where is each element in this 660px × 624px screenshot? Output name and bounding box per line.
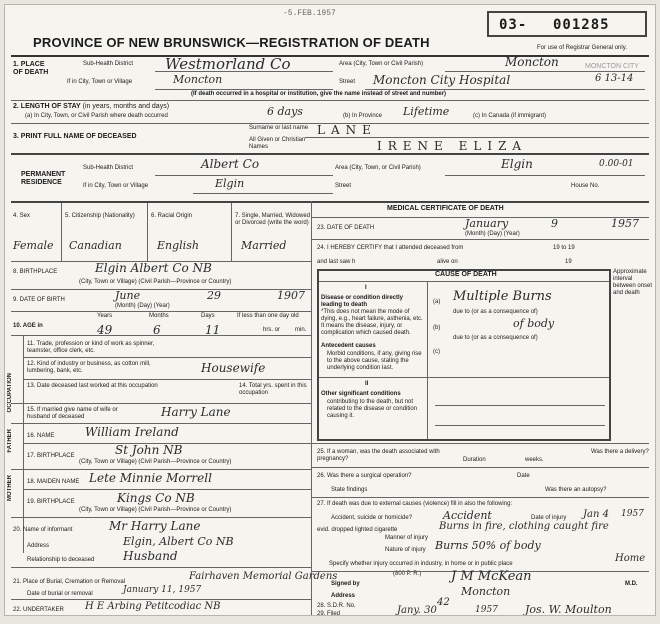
alive-19: 19 [565, 259, 572, 265]
res-subdistrict: Albert Co [201, 157, 260, 171]
divider [11, 153, 649, 155]
divider [155, 71, 333, 72]
cause-a-value: Multiple Burns [453, 289, 552, 304]
permanent-residence-label: PERMANENT RESIDENCE [21, 171, 66, 186]
dob-day: 29 [207, 289, 221, 302]
marital-value: Married [241, 239, 287, 252]
dod-sub: (Month) (Day) (Year) [465, 231, 520, 237]
stay-province-value: Lifetime [403, 105, 450, 118]
divider [427, 281, 428, 439]
full-name-label: 3. PRINT FULL NAME OF DECEASED [13, 133, 137, 140]
manner-label: Manner of injury [385, 535, 429, 541]
antecedent-label: Antecedent causes [321, 343, 376, 349]
res-area-label: Area (City, Town, or Civil Parish) [335, 165, 421, 171]
q25-label: 25. If a woman, was the death associated with pregnancy? [317, 449, 440, 462]
birthplace-sub: (City, Town or Village) (Civil Parish—Province or Country) [79, 279, 232, 285]
stay-province-label: (b) In Province [343, 113, 383, 119]
certificate-prefix: 03- [499, 17, 528, 33]
accident-value: Accident [443, 509, 492, 522]
divider [11, 423, 311, 424]
cause-b-letter: (b) [433, 325, 441, 331]
death-subdistrict: Westmorland Co [165, 55, 291, 73]
area-label: Area (City, Town or Civil Parish) [339, 61, 424, 67]
birthplace-value: Elgin Albert Co NB [95, 261, 212, 275]
age-years-label: Years [97, 313, 113, 319]
sdr-value: 42 [437, 597, 450, 608]
trade-label: 11. Trade, profession or kind of work as spinner, teamster, office clerk, etc. [27, 341, 155, 354]
house-no-label: House No. [571, 183, 600, 189]
dob-month: June [115, 289, 141, 302]
place-of-death-label: 1. PLACE OF DEATH [13, 61, 49, 76]
md-label: M.D. [625, 581, 638, 587]
death-area: Moncton [505, 55, 559, 69]
divider [11, 517, 311, 518]
divider [147, 203, 148, 261]
divider [311, 239, 649, 240]
spouse-value: Harry Lane [161, 405, 231, 419]
undertaker-value: H E Arbing Petitcodiac NB [85, 601, 221, 612]
mother-side-label: MOTHER [7, 475, 13, 501]
mother-name: Lete Minnie Morrell [89, 471, 212, 485]
physician-address-label: Address [331, 593, 356, 599]
res-area: Elgin [501, 157, 533, 171]
death-city: Moncton [173, 73, 223, 86]
racial-origin-label: 6. Racial Origin [151, 213, 193, 219]
burial-date: January 11, 1957 [123, 585, 202, 595]
state-findings-label: State findings [331, 487, 368, 493]
divider [231, 203, 232, 261]
divider [311, 467, 649, 468]
divider [193, 193, 333, 194]
street-label: Street [339, 79, 356, 85]
burial-date-label: Date of burial or removal [27, 591, 93, 597]
cause-of-death-title: CAUSE OF DEATH [435, 271, 497, 278]
divider [23, 489, 311, 490]
q26-date-label: Date [517, 473, 530, 479]
divider [319, 377, 609, 378]
cause-a-letter: (a) [433, 299, 441, 305]
physician-address: Moncton [461, 585, 511, 598]
birthplace-label: 8. BIRTHPLACE [13, 269, 58, 275]
racial-origin-value: English [157, 239, 199, 252]
certificate-number: 001285 [553, 17, 610, 33]
filed-date: Jany. 30 [397, 605, 437, 616]
dod-year: 1957 [611, 217, 639, 230]
cause-ii-label: II [365, 381, 369, 387]
divider [11, 201, 649, 203]
other-conditions-label: Other significant conditions [321, 391, 401, 397]
age-label: 10. AGE in [13, 323, 43, 329]
informant-label: 20. Name of informant [13, 527, 73, 533]
given-names-value: IRENE ELIZA [377, 139, 528, 153]
divider [365, 89, 645, 90]
divider [23, 335, 24, 553]
age-months: 6 [153, 323, 161, 337]
physician-signature: J M McKean [451, 569, 532, 584]
dob-sub: (Month) (Day) (Year) [115, 303, 170, 309]
father-side-label: FATHER [7, 429, 13, 453]
industry-value: Housewife [201, 361, 266, 375]
dod-month: January [465, 217, 509, 230]
institution-note: (If death occurred in a hospital or institution, give the name instead of street and number) [191, 91, 447, 97]
injury-year: 1957 [621, 509, 644, 519]
interval-label: Approximate interval between onset and death [613, 269, 653, 296]
res-city-label: If in City, Town or Village [83, 183, 149, 189]
last-worked-label: 13. Date deceased last worked at this occupation [27, 383, 158, 389]
res-subdistrict-label: Sub-Health District [83, 165, 134, 171]
spouse-label: 15. If married give name of wife or husband of deceased [27, 407, 118, 420]
specify-label: Specify whether injury occurred in industry, in home or in public place [329, 561, 513, 567]
surname-value: LANE [317, 123, 377, 137]
duration-label: Duration [463, 457, 486, 463]
q26-label: 26. Was there a surgical operation? [317, 473, 412, 479]
subdistrict-label: Sub-Health District [83, 61, 134, 67]
date-of-injury: Jan 4 [583, 509, 609, 520]
age-hrs: hrs. or [263, 327, 281, 333]
age-min: min. [295, 327, 307, 333]
divider [11, 469, 311, 470]
cert-tag: (800 P. R.) [393, 571, 422, 577]
length-of-stay-label: 2. LENGTH OF STAY (in years, months and days) [13, 103, 170, 110]
medical-cert-title: MEDICAL CERTIFICATE OF DEATH [387, 205, 504, 212]
industry-label: 12. Kind of industry or business, as cotton mill, lumbering, bank, etc. [27, 361, 151, 374]
divider [23, 357, 311, 358]
city-stamp: MONCTON CITY [585, 63, 639, 70]
death-registration-form [4, 4, 656, 616]
age-days-label: Days [201, 313, 215, 319]
divider [155, 89, 333, 90]
sex-label: 4. Sex [13, 213, 31, 219]
stay-canada-label: (c) In Canada (if immigrant) [473, 113, 547, 119]
divider [11, 100, 649, 101]
divider [311, 201, 312, 616]
age-years: 49 [97, 323, 113, 337]
divider [11, 335, 311, 336]
relationship-value: Husband [123, 549, 178, 563]
mother-name-label: 18. MAIDEN NAME [27, 479, 80, 485]
mother-birthplace: Kings Co NB [117, 491, 195, 505]
divider [11, 567, 311, 568]
filed-label: 29. Filed [317, 611, 341, 616]
signed-by-label: Signed by [331, 581, 360, 587]
specify-value: Home [615, 553, 646, 564]
dob-year: 1907 [277, 289, 305, 302]
father-birthplace: St John NB [115, 443, 183, 457]
res-city: Elgin [215, 177, 245, 190]
other-conditions-note: contributing to the death, but not related to the disease or condition causing it. [327, 399, 418, 419]
mother-birthplace-label: 19. BIRTHPLACE [27, 499, 75, 505]
surname-label: Surname or last name [249, 125, 309, 131]
certificate-number-box [487, 11, 647, 37]
divider [155, 175, 333, 176]
citizenship-value: Canadian [69, 239, 122, 252]
q27-label: 27. If death was due to external causes (violence) fill in also the following: [317, 501, 513, 507]
stay-city-label: (a) In City, Town, or Civil Parish where death occurred [25, 113, 168, 119]
autopsy-label: Was there an autopsy? [545, 487, 607, 493]
burial-value: Fairhaven Memorial Gardens [189, 571, 338, 582]
manner-note: evid. dropped lighted cigarette [317, 527, 398, 533]
date-of-death-label: 23. DATE OF DEATH [317, 225, 375, 231]
registrar-signature: Jos. W. Moulton [525, 603, 612, 616]
delivery-label: Was there a delivery? [591, 449, 649, 455]
total-years-label: 14. Total yrs. spent in this occupation [239, 383, 307, 396]
antecedent-note: Morbid conditions, if any, giving rise to the above cause, stating the underlying condition last. [327, 351, 422, 371]
burial-label: 21. Place of Burial, Cremation or Removal [13, 579, 126, 585]
age-less-label: If less than one day old [237, 313, 299, 319]
divider [23, 379, 311, 380]
cause-a-sub: due to (or as a consequence of) [453, 309, 538, 315]
divider [319, 281, 609, 282]
citizenship-label: 5. Citizenship (Nationality) [65, 213, 135, 219]
divider [445, 71, 645, 72]
father-birthplace-label: 17. BIRTHPLACE [27, 453, 75, 459]
received-stamp: -5.FEB.1957 [283, 9, 336, 18]
date-of-injury-label: Date of injury [531, 515, 567, 521]
nature-value: Burns 50% of body [435, 539, 541, 552]
sex-value: Female [13, 239, 54, 252]
death-place-code: 6 13-14 [595, 73, 634, 84]
marital-label: 7. Single, Married, Widowed or Divorced (write the word) [235, 213, 311, 226]
relationship-label: Relationship to deceased [27, 557, 95, 563]
filed-year: 1957 [475, 605, 498, 615]
informant-address-label: Address [27, 543, 50, 549]
sdr-label: 28. S.D.R. No. [317, 603, 356, 609]
informant-address: Elgin, Albert Co NB [123, 535, 234, 548]
divider [11, 403, 311, 404]
divider [11, 289, 311, 290]
father-name: William Ireland [85, 425, 179, 439]
cause-c-letter: (c) [433, 349, 440, 355]
form-title: PROVINCE OF NEW BRUNSWICK—REGISTRATION OF DEATH [33, 35, 430, 50]
alive-on-label: alive on [437, 259, 458, 265]
informant-value: Mr Harry Lane [109, 519, 201, 533]
certify-to: 19 to 19 [553, 245, 575, 251]
given-names-label: All Given or Christian Names [249, 137, 306, 150]
divider [311, 497, 649, 498]
age-months-label: Months [149, 313, 169, 319]
divider [311, 443, 649, 444]
father-birthplace-sub: (City, Town or Village) (Civil Parish—Province or Country) [79, 459, 232, 465]
disease-label: Disease or condition directly leading to death [321, 295, 404, 308]
city-label: If in City, Town or Village [67, 79, 133, 85]
disease-note: *This does not mean the mode of dying, e.g., heart failure, asthenia, etc. It means the disease, injury, or complication which caused death. [321, 309, 423, 336]
divider [305, 137, 649, 138]
stay-city-value: 6 days [267, 105, 303, 118]
manner-value: Burns in fire, clothing caught fire [439, 521, 609, 532]
death-street: Moncton City Hospital [373, 73, 511, 87]
father-name-label: 16. NAME [27, 433, 55, 439]
weeks-label: weeks. [525, 457, 544, 463]
cause-c-sub: due to (or as a consequence of) [453, 335, 538, 341]
occupation-side-label: OCCUPATION [7, 373, 13, 413]
res-code: 0.00-01 [599, 159, 634, 169]
dod-day: 9 [551, 217, 558, 230]
nature-label: Nature of injury [385, 547, 426, 553]
undertaker-label: 22. UNDERTAKER [13, 607, 64, 613]
res-street-label: Street [335, 183, 352, 189]
age-days: 11 [205, 323, 221, 337]
dob-label: 9. DATE OF BIRTH [13, 297, 65, 303]
divider [11, 599, 311, 600]
divider [435, 425, 605, 426]
divider [61, 203, 62, 261]
divider [11, 311, 311, 312]
cause-b-value: of body [513, 317, 555, 330]
certify-label: 24. I HEREBY CERTIFY that I attended deceased from [317, 245, 464, 251]
divider [445, 175, 645, 176]
mother-birthplace-sub: (City, Town or Village) (Civil Parish—Province or Country) [79, 507, 232, 513]
registrar-use-note: For use of Registrar General only. [537, 45, 627, 51]
divider [435, 405, 605, 406]
last-saw-label: and last saw h [317, 259, 356, 265]
cause-i-label: I [365, 285, 367, 291]
accident-label: Accident, suicide or homicide? [331, 515, 413, 521]
